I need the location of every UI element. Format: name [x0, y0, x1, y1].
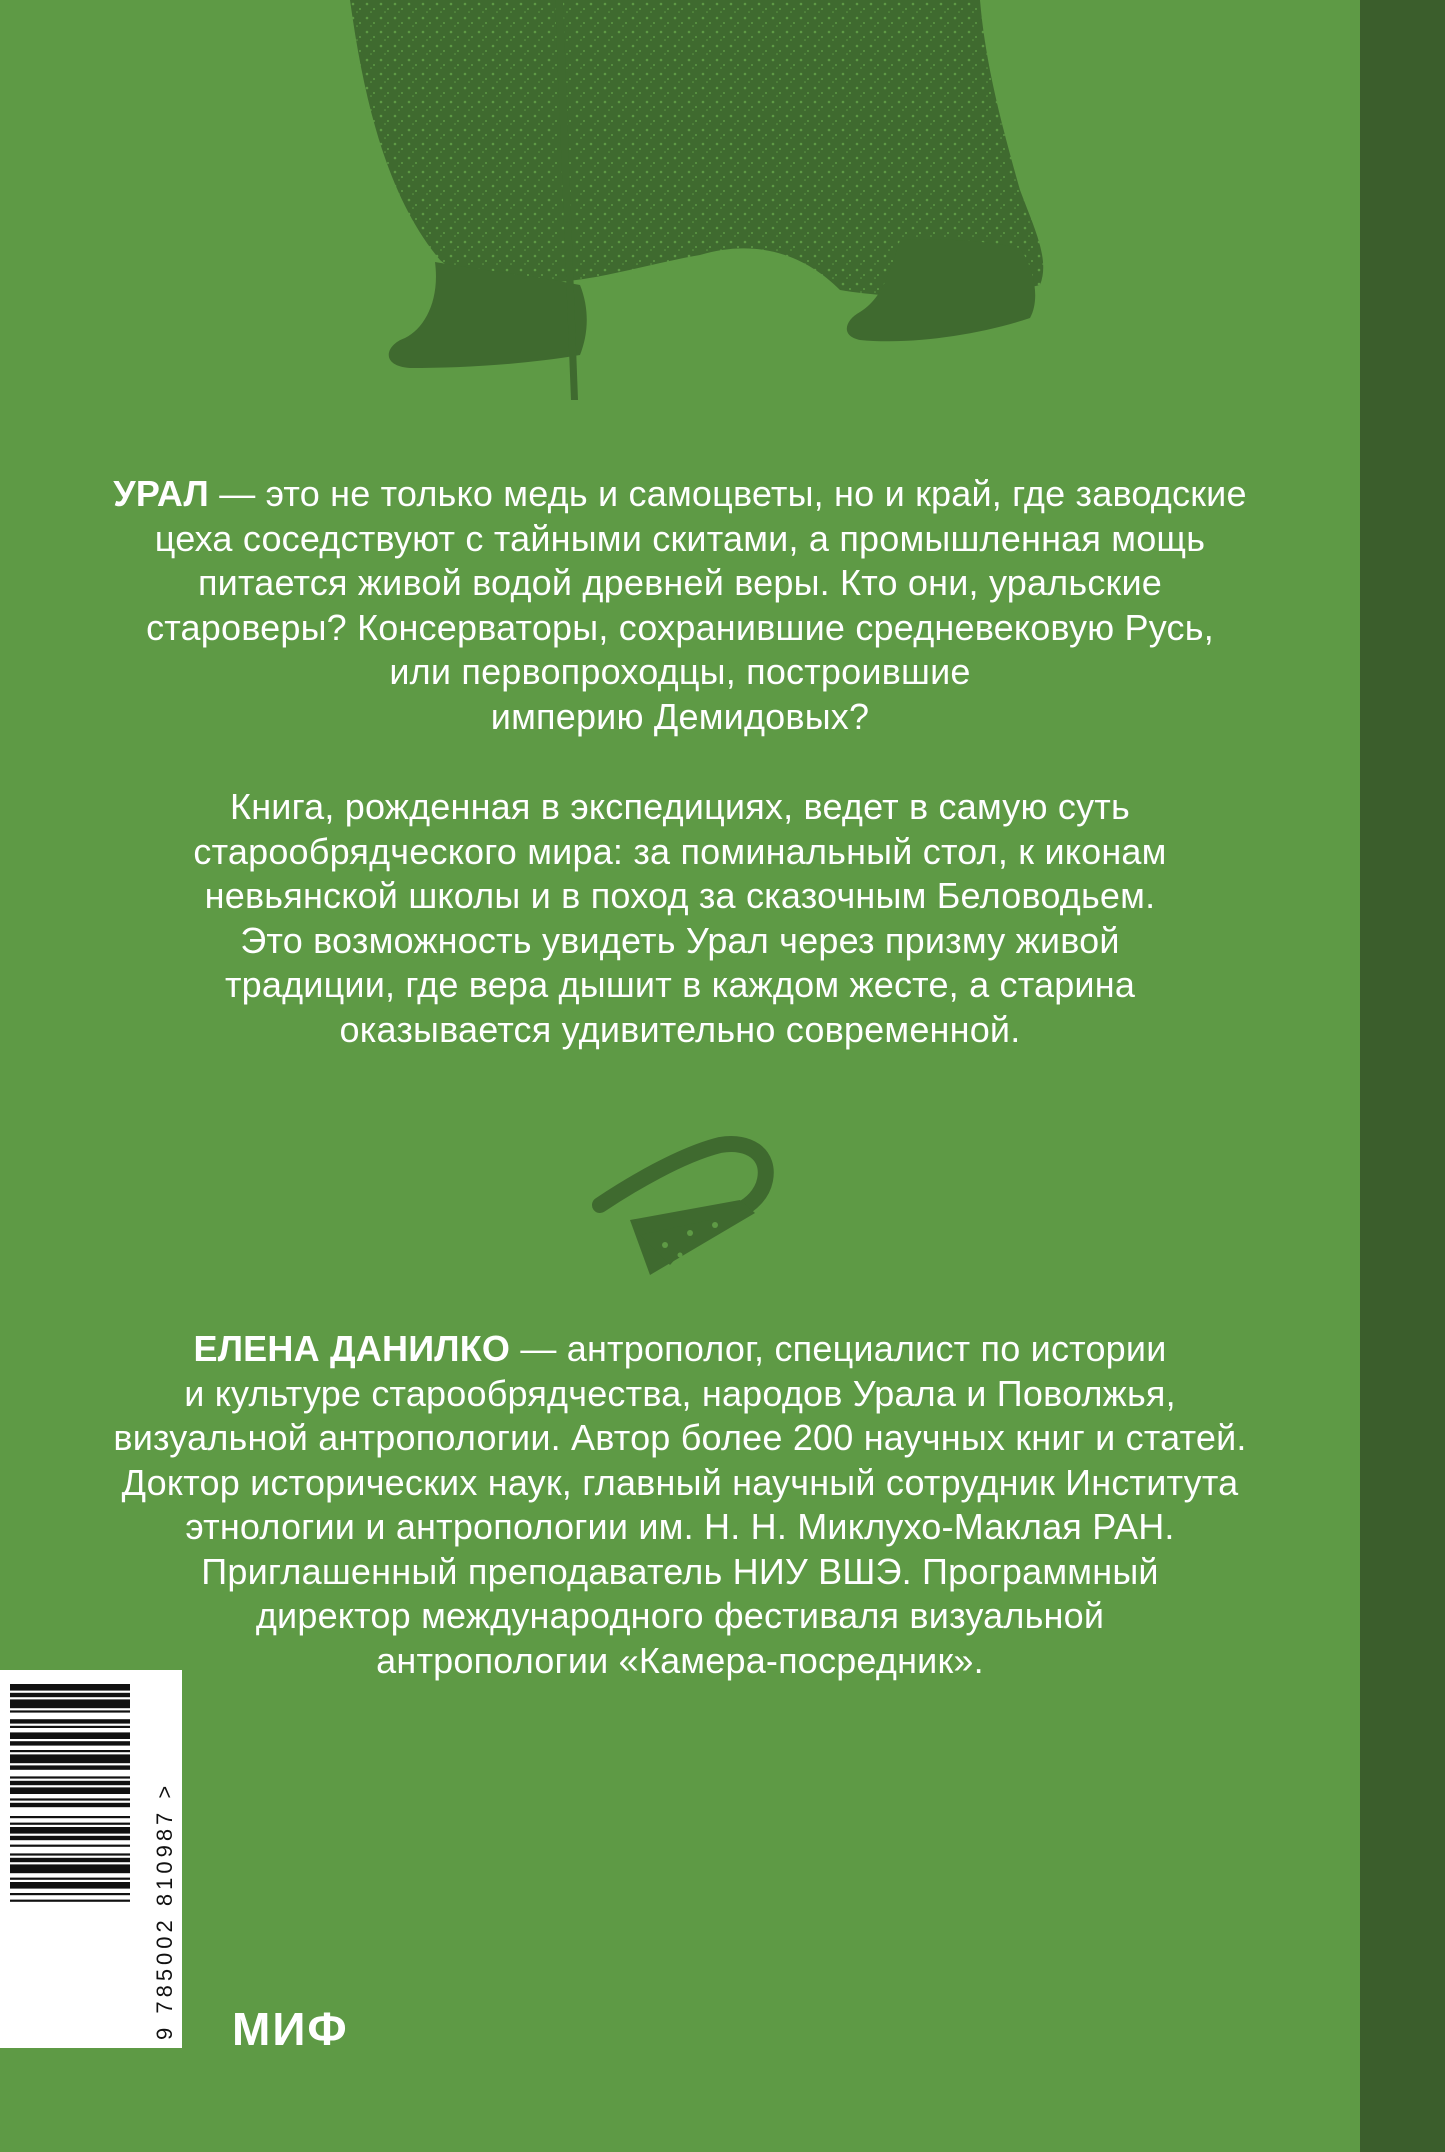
barcode-bar	[10, 1699, 130, 1708]
barcode-bar	[10, 1816, 130, 1818]
barcode-bar	[10, 1741, 130, 1745]
barcode-digits: 9 785002 810987 >	[152, 1781, 177, 2040]
book-intro-line: Это возможность увидеть Урал через призму живой	[240, 919, 1120, 961]
barcode-bar	[10, 1893, 130, 1895]
author-bio-line: этнологии и антропологии им. Н. Н. Миклухо-Маклая РАН.	[185, 1506, 1175, 1547]
barcode-bar	[10, 1732, 130, 1739]
author-bio-line: антропологии «Камера-посредник».	[376, 1639, 984, 1681]
author-bio-line: — антрополог, специалист по истории	[510, 1328, 1167, 1369]
author-bio-paragraph	[55, 1327, 1305, 1683]
author-bio-line: и культуре старообрядчества, народов Урала и Поволжья,	[184, 1372, 1176, 1414]
barcode-bar	[10, 1900, 130, 1902]
barcode-bar	[10, 1836, 130, 1840]
book-intro-paragraph	[55, 785, 1305, 1052]
barcode-bar	[10, 1765, 130, 1769]
barcode-bar	[10, 1719, 130, 1723]
barcode-bar	[10, 1750, 130, 1752]
barcode-bar	[10, 1684, 130, 1691]
author-name: ЕЛЕНА ДАНИЛКО	[193, 1328, 511, 1369]
book-intro-line: оказывается удивительно современной.	[339, 1008, 1021, 1050]
barcode-bar	[10, 1798, 130, 1800]
barcode-bar	[10, 1853, 130, 1855]
barcode-bar	[10, 1776, 130, 1778]
description-paragraph	[55, 472, 1305, 739]
author-bio-line: Доктор исторических наук, главный научный сотрудник Института	[121, 1461, 1239, 1503]
barcode-bar	[10, 1858, 130, 1862]
description-line: — это не только медь и самоцветы, но и край, где заводские	[209, 473, 1247, 514]
barcode-bar	[10, 1827, 130, 1834]
description-line: питается живой водой древней веры. Кто они, уральские	[197, 562, 1163, 603]
publisher-logo: МИФ	[232, 2003, 349, 2055]
old-believer-figure-illustration	[280, 0, 1080, 410]
description-line: или первопроходцы, построившие	[389, 651, 971, 692]
description-lead: УРАЛ	[113, 473, 210, 514]
spine-strip	[1360, 0, 1445, 2152]
hook-pendant-ornament-icon	[590, 1125, 780, 1285]
author-bio-line: директор международного фестиваля визуальной	[255, 1595, 1105, 1636]
barcode-bar	[10, 1878, 130, 1880]
barcode-bar	[10, 1803, 130, 1807]
book-intro-line: невьянской школы и в поход за сказочным Беловодьем.	[204, 875, 1156, 916]
author-bio-line: визуальной антропологии. Автор более 200 научных книг и статей.	[113, 1417, 1247, 1458]
barcode-bar	[10, 1787, 130, 1794]
book-intro-line: старообрядческого мира: за поминальный стол, к иконам	[193, 830, 1167, 872]
isbn-barcode	[0, 1670, 182, 2048]
barcode-bar	[10, 1693, 130, 1697]
barcode-bar	[10, 1864, 130, 1873]
barcode-bar	[10, 1726, 130, 1728]
barcode-bar	[10, 1754, 130, 1763]
barcode-bar	[10, 1781, 130, 1785]
barcode-bar	[10, 1845, 130, 1847]
author-bio-line: Приглашенный преподаватель НИУ ВШЭ. Программный	[201, 1550, 1159, 1592]
description-line: цеха соседствуют с тайными скитами, а промышленная мощь	[154, 517, 1206, 559]
book-intro-line: традиции, где вера дышит в каждом жесте, а старина	[224, 964, 1136, 1005]
barcode-bar	[10, 1710, 130, 1712]
description-line: империю Демидовых?	[490, 695, 870, 737]
barcode-bar	[10, 1823, 130, 1825]
barcode-bar	[10, 1882, 130, 1889]
book-intro-line: Книга, рожденная в экспедициях, ведет в самую суть	[230, 786, 1130, 827]
description-line: староверы? Консерваторы, сохранившие средневековую Русь,	[146, 606, 1214, 648]
